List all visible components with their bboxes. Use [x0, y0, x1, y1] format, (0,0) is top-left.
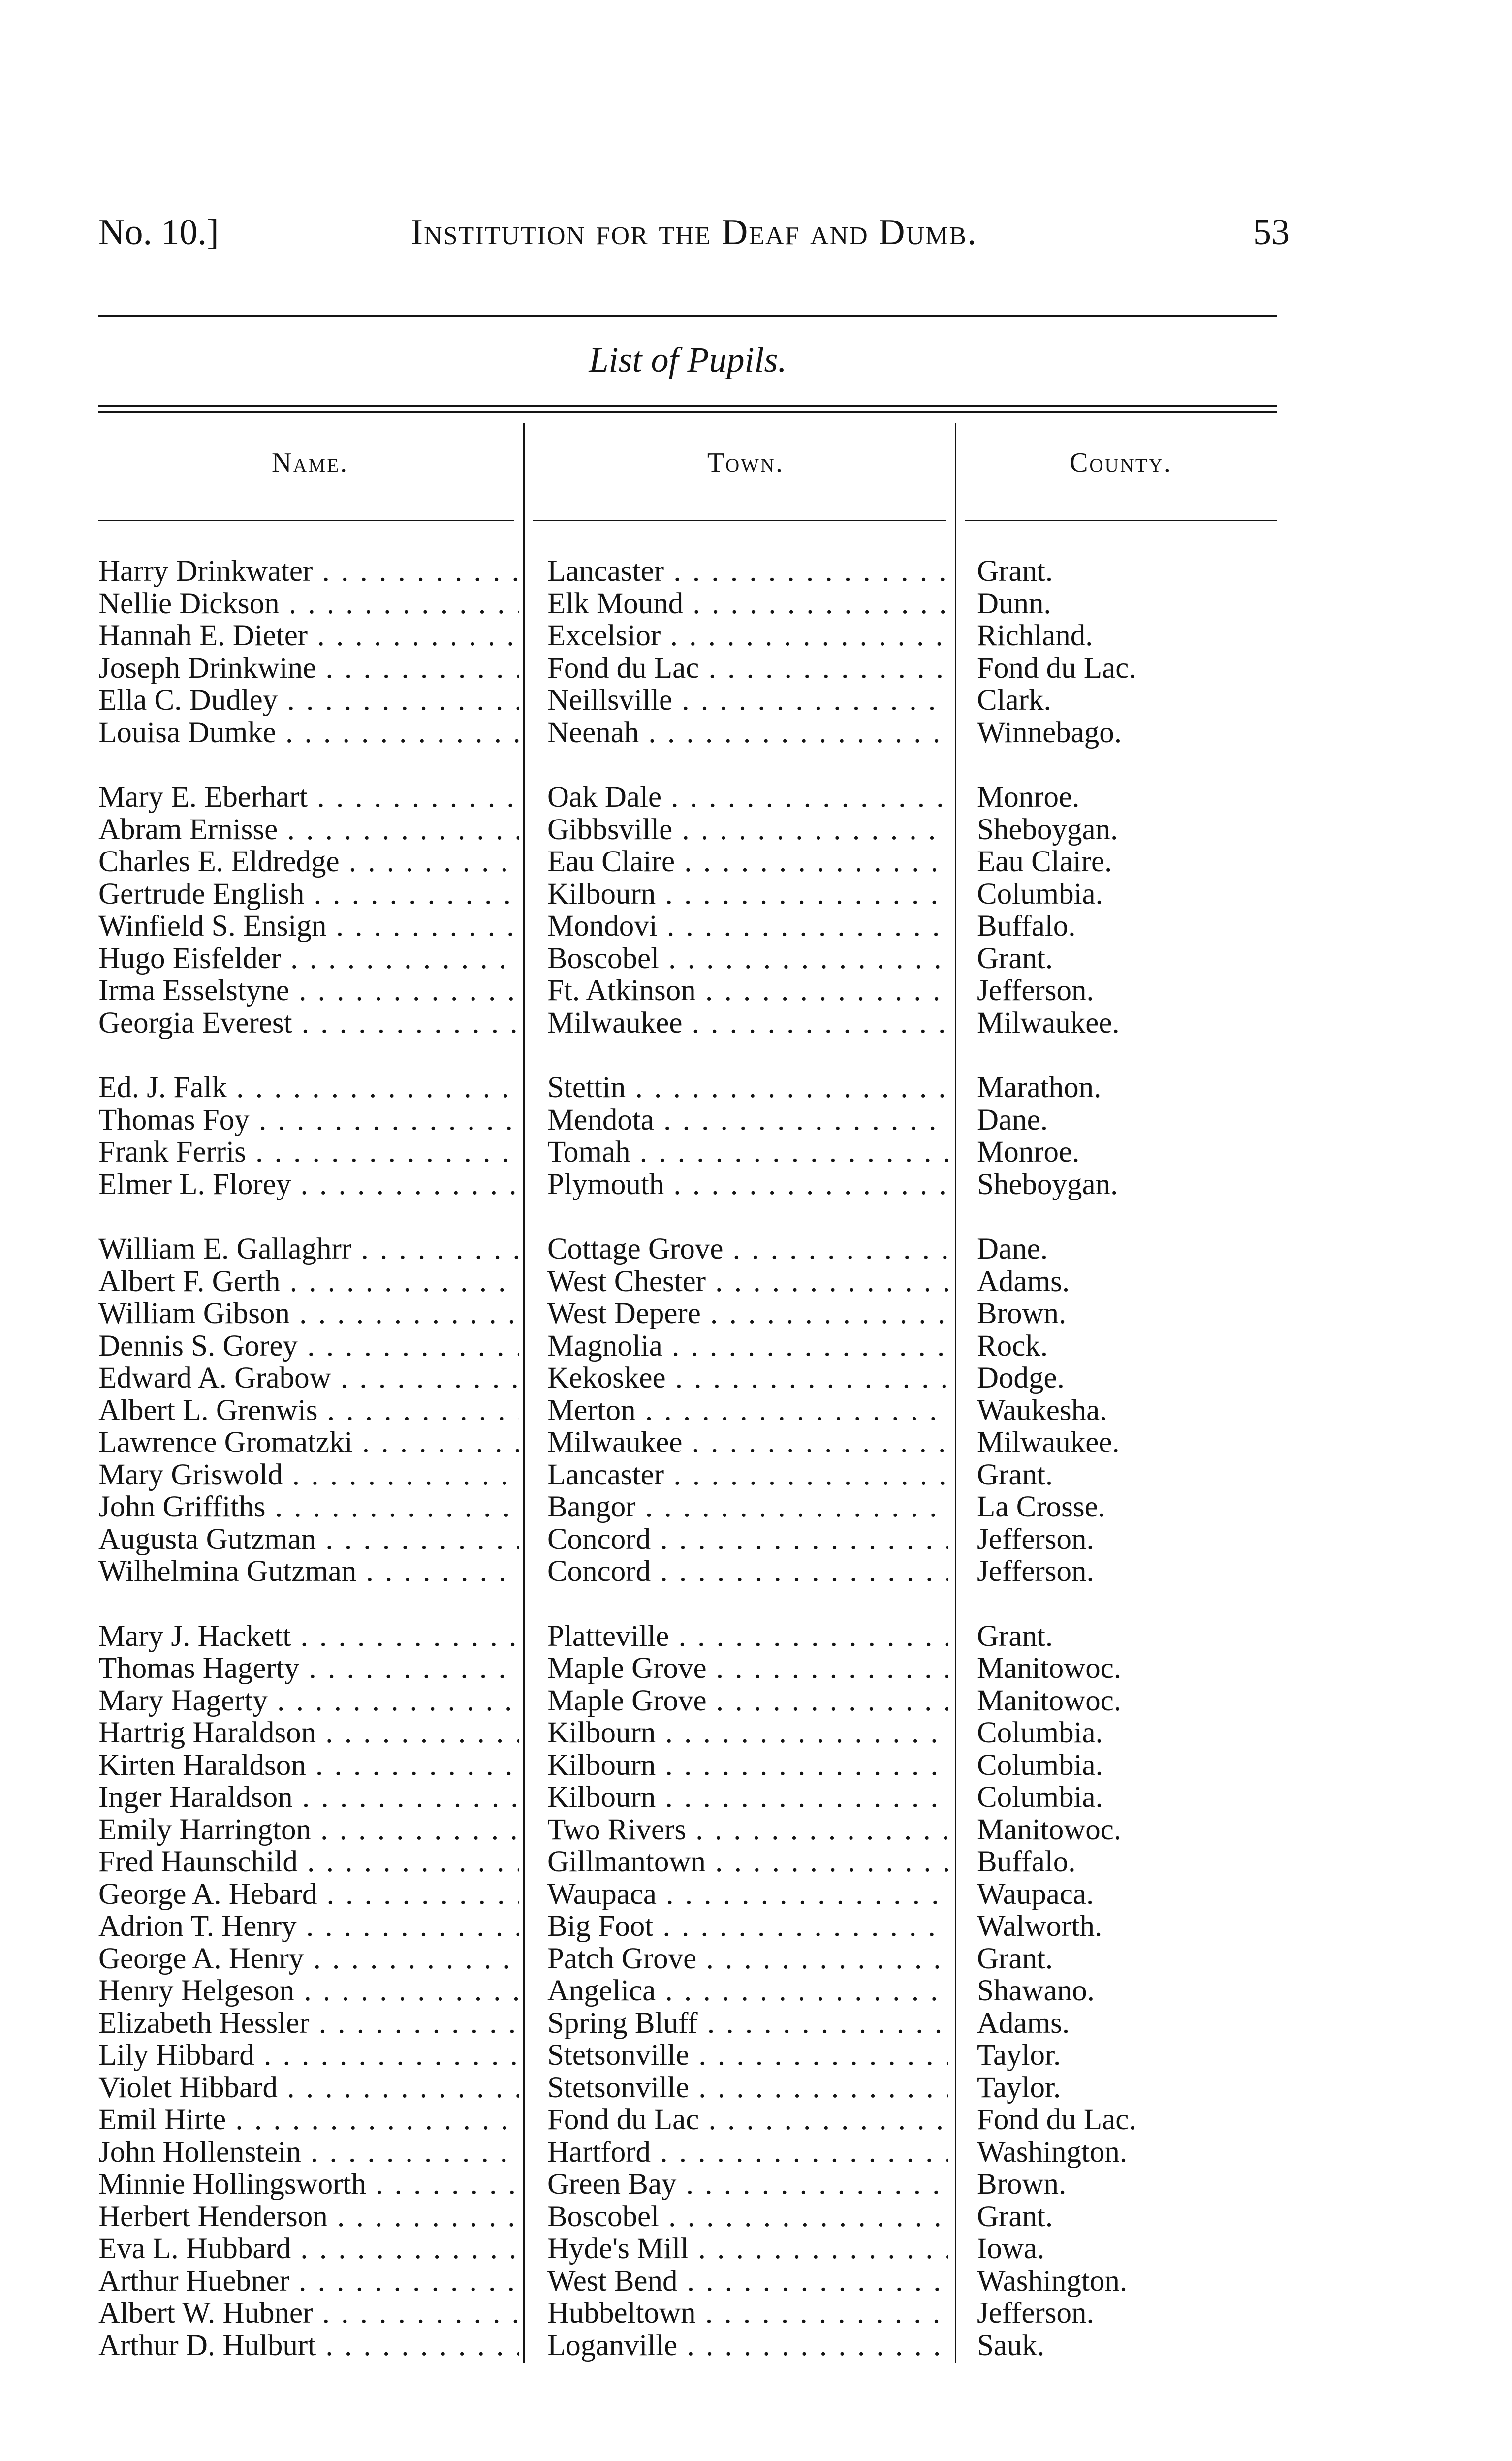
county: Rock.	[977, 1329, 1048, 1362]
table-row	[98, 2136, 1277, 2169]
table-top-rule-thin	[98, 411, 1277, 413]
county: Grant.	[977, 555, 1053, 588]
table-row	[98, 1781, 1277, 1814]
town: Platteville . . .	[547, 1620, 948, 1653]
table-row	[98, 1685, 1277, 1717]
table-row	[98, 814, 1277, 846]
table-row	[98, 2039, 1277, 2072]
town: Maple Grove . . .	[547, 1685, 948, 1717]
pupil-name: Frank Ferris . . .	[98, 1136, 519, 1168]
town: Fond du Lac . . .	[547, 2104, 948, 2136]
town: Kilbourn . . .	[547, 878, 948, 911]
table-row	[98, 1910, 1277, 1943]
county: Winnebago.	[977, 716, 1122, 749]
county: Dodge.	[977, 1362, 1065, 1394]
county: Washington.	[977, 2136, 1128, 2168]
table-row	[98, 2330, 1277, 2362]
table-row	[98, 2233, 1277, 2265]
pupil-name: Charles E. Eldredge . . .	[98, 846, 519, 878]
page-title: Institution for the Deaf and Dumb.	[410, 212, 977, 252]
town: Gibbsville . . .	[547, 814, 948, 846]
table-row	[98, 684, 1277, 717]
county: Eau Claire.	[977, 846, 1112, 878]
pupil-name: Louisa Dumke . . .	[98, 717, 519, 749]
county: Grant.	[977, 1620, 1053, 1652]
town: Cottage Grove . . .	[547, 1233, 948, 1265]
table-row	[98, 1297, 1277, 1330]
header-underline	[533, 520, 946, 521]
table-row	[98, 1072, 1277, 1104]
county: Waupaca.	[977, 1878, 1094, 1910]
town: Angelica . . .	[547, 1975, 948, 2007]
town: Concord . . .	[547, 1555, 948, 1588]
county: Milwaukee.	[977, 1007, 1120, 1039]
table-row	[98, 1523, 1277, 1556]
county: Buffalo.	[977, 910, 1076, 943]
table-row	[98, 1362, 1277, 1394]
county: Richland.	[977, 620, 1093, 652]
town: Milwaukee . . .	[547, 1007, 948, 1040]
pupil-name: Kirten Haraldson . . .	[98, 1749, 519, 1782]
town: West Bend . . .	[547, 2265, 948, 2298]
pupil-name: George A. Hebard . . .	[98, 1878, 519, 1911]
county: Sheboygan.	[977, 1168, 1118, 1200]
column-header-name: Name.	[271, 447, 349, 478]
town: Boscobel . . .	[547, 943, 948, 975]
county: Jefferson.	[977, 1523, 1094, 1555]
table-row	[98, 1265, 1277, 1298]
table-row	[98, 1943, 1277, 1975]
town: Merton . . .	[547, 1394, 948, 1427]
town: Magnolia . . .	[547, 1330, 948, 1362]
county: Clark.	[977, 684, 1051, 717]
group-spacer	[98, 1039, 1277, 1072]
table-row	[98, 620, 1277, 652]
county: Buffalo.	[977, 1846, 1076, 1878]
table-row	[98, 2265, 1277, 2298]
pupil-name: Hartrig Haraldson . . .	[98, 1717, 519, 1749]
table-row	[98, 975, 1277, 1007]
pupil-name: Thomas Foy . . .	[98, 1104, 519, 1136]
county: Sheboygan.	[977, 813, 1118, 846]
pupil-name: Edward A. Grabow . . .	[98, 1362, 519, 1394]
county: Dane.	[977, 1104, 1048, 1136]
county: Jefferson.	[977, 2297, 1094, 2330]
pupil-name: William Gibson . . .	[98, 1297, 519, 1330]
table-top-rule	[98, 405, 1277, 407]
county: Monroe.	[977, 1136, 1080, 1168]
table-row	[98, 910, 1277, 943]
pupil-name: Eva L. Hubbard . . .	[98, 2233, 519, 2265]
pupil-name: Inger Haraldson . . .	[98, 1781, 519, 1814]
pupil-name: Harry Drinkwater . . .	[98, 555, 519, 588]
town: Two Rivers . . .	[547, 1814, 948, 1846]
pupil-name: Hugo Eisfelder . . .	[98, 943, 519, 975]
town: Neillsville . . .	[547, 684, 948, 717]
table-body	[98, 555, 1277, 2362]
county: Manitowoc.	[977, 1652, 1122, 1685]
town: Lancaster . . .	[547, 1459, 948, 1491]
header-underline	[98, 520, 514, 521]
county: Jefferson.	[977, 975, 1094, 1007]
pupil-name: Albert L. Grenwis . . .	[98, 1394, 519, 1427]
table-row	[98, 1652, 1277, 1685]
table-row	[98, 2201, 1277, 2233]
table-row	[98, 588, 1277, 620]
county: Washington.	[977, 2265, 1128, 2297]
town: Tomah . . .	[547, 1136, 948, 1168]
table-row	[98, 1620, 1277, 1653]
town: Hubbeltown . . .	[547, 2297, 948, 2330]
header-underline	[965, 520, 1277, 521]
county: Columbia.	[977, 1781, 1103, 1814]
table-row	[98, 2072, 1277, 2104]
county: Jefferson.	[977, 1555, 1094, 1588]
document-number: No. 10.]	[98, 212, 219, 252]
pupil-name: Nellie Dickson . . .	[98, 588, 519, 620]
town: Waupaca . . .	[547, 1878, 948, 1911]
town: Ft. Atkinson . . .	[547, 975, 948, 1007]
pupil-name: Albert W. Hubner . . .	[98, 2297, 519, 2330]
table-row	[98, 2104, 1277, 2136]
group-spacer	[98, 1588, 1277, 1620]
county: Brown.	[977, 2168, 1067, 2201]
table-row	[98, 1814, 1277, 1846]
county: Brown.	[977, 1297, 1067, 1330]
county: Dunn.	[977, 587, 1051, 620]
town: Kekoskee . . .	[547, 1362, 948, 1394]
table-row	[98, 781, 1277, 814]
pupil-name: Herbert Henderson . . .	[98, 2201, 519, 2233]
town: Mendota . . .	[547, 1104, 948, 1136]
pupil-name: Lily Hibbard . . .	[98, 2039, 519, 2072]
column-header-county: County.	[1070, 447, 1172, 478]
town: Mondovi . . .	[547, 910, 948, 943]
pupil-name: George A. Henry . . .	[98, 1943, 519, 1975]
pupil-name: Mary J. Hackett . . .	[98, 1620, 519, 1653]
town: Stettin . . .	[547, 1072, 948, 1104]
county: Fond du Lac.	[977, 2104, 1136, 2136]
county: Waukesha.	[977, 1394, 1107, 1426]
county: Columbia.	[977, 1749, 1103, 1781]
county: Fond du Lac.	[977, 652, 1136, 684]
pupil-name: Abram Ernisse . . .	[98, 814, 519, 846]
town: Concord . . .	[547, 1523, 948, 1556]
pupil-name: Fred Haunschild . . .	[98, 1846, 519, 1878]
table-row	[98, 1394, 1277, 1427]
town: Kilbourn . . .	[547, 1781, 948, 1814]
table-row	[98, 1136, 1277, 1168]
county: Milwaukee.	[977, 1426, 1120, 1459]
county: Grant.	[977, 1458, 1053, 1491]
pupils-table	[98, 413, 1277, 2363]
pupil-name: Elmer L. Florey . . .	[98, 1168, 519, 1201]
town: Excelsior . . .	[547, 620, 948, 652]
town: Kilbourn . . .	[547, 1749, 948, 1782]
county: Adams.	[977, 1265, 1070, 1297]
county: Taylor.	[977, 2071, 1061, 2104]
pupil-name: Albert F. Gerth . . .	[98, 1265, 519, 1298]
pupil-name: Wilhelmina Gutzman . . .	[98, 1555, 519, 1588]
group-spacer	[98, 749, 1277, 781]
county: Iowa.	[977, 2233, 1045, 2265]
pupil-name: Gertrude English . . .	[98, 878, 519, 911]
county: Dane.	[977, 1233, 1048, 1265]
county: La Crosse.	[977, 1491, 1105, 1523]
pupil-name: Mary Griswold . . .	[98, 1459, 519, 1491]
table-row	[98, 1975, 1277, 2007]
table-row	[98, 1491, 1277, 1523]
town: Boscobel . . .	[547, 2201, 948, 2233]
county: Monroe.	[977, 781, 1080, 814]
town: Maple Grove . . .	[547, 1652, 948, 1685]
town: Eau Claire . . .	[547, 846, 948, 878]
table-row	[98, 1459, 1277, 1491]
table-row	[98, 1878, 1277, 1911]
town: Gillmantown . . .	[547, 1846, 948, 1878]
pupil-name: Georgia Everest . . .	[98, 1007, 519, 1040]
county: Grant.	[977, 1942, 1053, 1975]
table-row	[98, 878, 1277, 911]
group-spacer	[98, 1200, 1277, 1233]
pupil-name: Thomas Hagerty . . .	[98, 1652, 519, 1685]
page-number: 53	[1253, 212, 1290, 252]
pupil-name: Elizabeth Hessler . . .	[98, 2007, 519, 2040]
town: Spring Bluff . . .	[547, 2007, 948, 2040]
county: Shawano.	[977, 1975, 1095, 2007]
table-row	[98, 717, 1277, 749]
list-title: List of Pupils.	[589, 340, 787, 379]
town: Bangor . . .	[547, 1491, 948, 1523]
county: Grant.	[977, 2200, 1053, 2233]
county: Manitowoc.	[977, 1813, 1122, 1846]
column-header-town: Town.	[707, 447, 785, 478]
pupil-name: William E. Gallaghrr . . .	[98, 1233, 519, 1265]
county: Marathon.	[977, 1072, 1102, 1104]
town: West Chester . . .	[547, 1265, 948, 1298]
county: Walworth.	[977, 1910, 1102, 1943]
table-row	[98, 1007, 1277, 1040]
table-row	[98, 1717, 1277, 1749]
town: Elk Mound . . .	[547, 588, 948, 620]
table-row	[98, 1330, 1277, 1362]
pupil-name: Minnie Hollingsworth . . .	[98, 2168, 519, 2201]
county: Columbia.	[977, 878, 1103, 910]
pupil-name: Hannah E. Dieter . . .	[98, 620, 519, 652]
county: Manitowoc.	[977, 1684, 1122, 1717]
pupil-name: Violet Hibbard . . .	[98, 2072, 519, 2104]
table-row	[98, 1846, 1277, 1878]
county: Grant.	[977, 942, 1053, 975]
header-rule	[98, 315, 1277, 317]
pupil-name: John Griffiths . . .	[98, 1491, 519, 1523]
table-row	[98, 2168, 1277, 2201]
town: Plymouth . . .	[547, 1168, 948, 1201]
county: Columbia.	[977, 1717, 1103, 1749]
pupil-name: Ed. J. Falk . . .	[98, 1072, 519, 1104]
town: Kilbourn . . .	[547, 1717, 948, 1749]
table-row	[98, 943, 1277, 975]
town: Neenah . . .	[547, 717, 948, 749]
table-row	[98, 555, 1277, 588]
table-row	[98, 652, 1277, 685]
pupil-name: Lawrence Gromatzki . . .	[98, 1426, 519, 1459]
table-row	[98, 1168, 1277, 1201]
town: Green Bay . . .	[547, 2168, 948, 2201]
pupil-name: Mary E. Eberhart . . .	[98, 781, 519, 814]
table-row	[98, 1426, 1277, 1459]
town: Hartford . . .	[547, 2136, 948, 2169]
town: Fond du Lac . . .	[547, 652, 948, 685]
table-row	[98, 1555, 1277, 1588]
table-row	[98, 1233, 1277, 1265]
pupil-name: Ella C. Dudley . . .	[98, 684, 519, 717]
town: Stetsonville . . .	[547, 2039, 948, 2072]
pupil-name: Mary Hagerty . . .	[98, 1685, 519, 1717]
pupil-name: Arthur Huebner . . .	[98, 2265, 519, 2298]
town: Loganville . . .	[547, 2330, 948, 2362]
pupil-name: Dennis S. Gorey . . .	[98, 1330, 519, 1362]
town: Patch Grove . . .	[547, 1943, 948, 1975]
town: Milwaukee . . .	[547, 1426, 948, 1459]
pupil-name: Henry Helgeson . . .	[98, 1975, 519, 2007]
table-row	[98, 1104, 1277, 1136]
table-row	[98, 2007, 1277, 2040]
pupil-name: Irma Esselstyne . . .	[98, 975, 519, 1007]
table-row	[98, 2297, 1277, 2330]
pupil-name: Winfield S. Ensign . . .	[98, 910, 519, 943]
pupil-name: Augusta Gutzman . . .	[98, 1523, 519, 1556]
pupil-name: Arthur D. Hulburt . . .	[98, 2330, 519, 2362]
town: Stetsonville . . .	[547, 2072, 948, 2104]
town: Oak Dale . . .	[547, 781, 948, 814]
table-row	[98, 846, 1277, 878]
town: Big Foot . . .	[547, 1910, 948, 1943]
running-header	[98, 212, 1290, 256]
town: Lancaster . . .	[547, 555, 948, 588]
pupil-name: Emil Hirte . . .	[98, 2104, 519, 2136]
county: Taylor.	[977, 2039, 1061, 2072]
town: Hyde's Mill . . .	[547, 2233, 948, 2265]
table-row	[98, 1749, 1277, 1782]
pupil-name: Joseph Drinkwine . . .	[98, 652, 519, 685]
county: Sauk.	[977, 2329, 1045, 2362]
town: West Depere . . .	[547, 1297, 948, 1330]
pupil-name: Emily Harrington . . .	[98, 1814, 519, 1846]
county: Adams.	[977, 2007, 1070, 2039]
pupil-name: Adrion T. Henry . . .	[98, 1910, 519, 1943]
pupil-name: John Hollenstein . . .	[98, 2136, 519, 2169]
